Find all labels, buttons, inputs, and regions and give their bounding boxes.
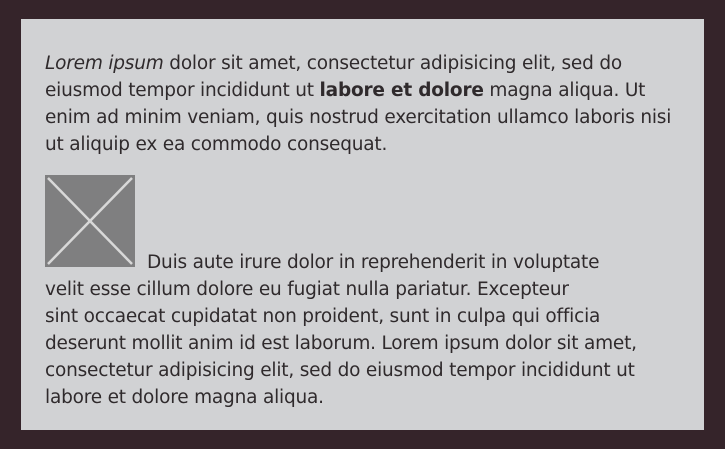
image-placeholder-icon (45, 175, 135, 267)
paragraph-2-line-6: labore et dolore magna aliqua. (45, 387, 324, 408)
paragraph-2-line-3: sint occaecat cupidatat non proident, sunt in culpa qui officia (45, 306, 601, 327)
paragraph-2 (45, 175, 685, 411)
paragraph-2-line-5: consectetur adipisicing elit, sed do eiusmod tempor incididunt ut (45, 360, 635, 381)
paragraph-1 (45, 50, 685, 158)
paragraph-1-text-b: magna aliqua. Ut enim ad minim veniam, quis nostrud exercitation ullamco laboris nisi ut aliquip ex ea commodo consequat. (45, 80, 672, 155)
paragraph-2-line-4: deserunt mollit anim id est laborum. Lorem ipsum dolor sit amet, (45, 333, 637, 354)
paragraph-2-line-2: velit esse cillum dolore eu fugiat nulla pariatur. Excepteur (45, 279, 569, 300)
paragraph-2-line-1: Duis aute irure dolor in reprehenderit in voluptate (147, 252, 600, 273)
content-panel (21, 19, 704, 430)
bold-emphasis: labore et dolore (319, 80, 484, 101)
italic-intro: Lorem ipsum (45, 53, 164, 74)
paragraph-1-text-a: dolor sit amet, consectetur adipisicing elit, sed do eiusmod tempor incididunt ut (45, 53, 622, 101)
